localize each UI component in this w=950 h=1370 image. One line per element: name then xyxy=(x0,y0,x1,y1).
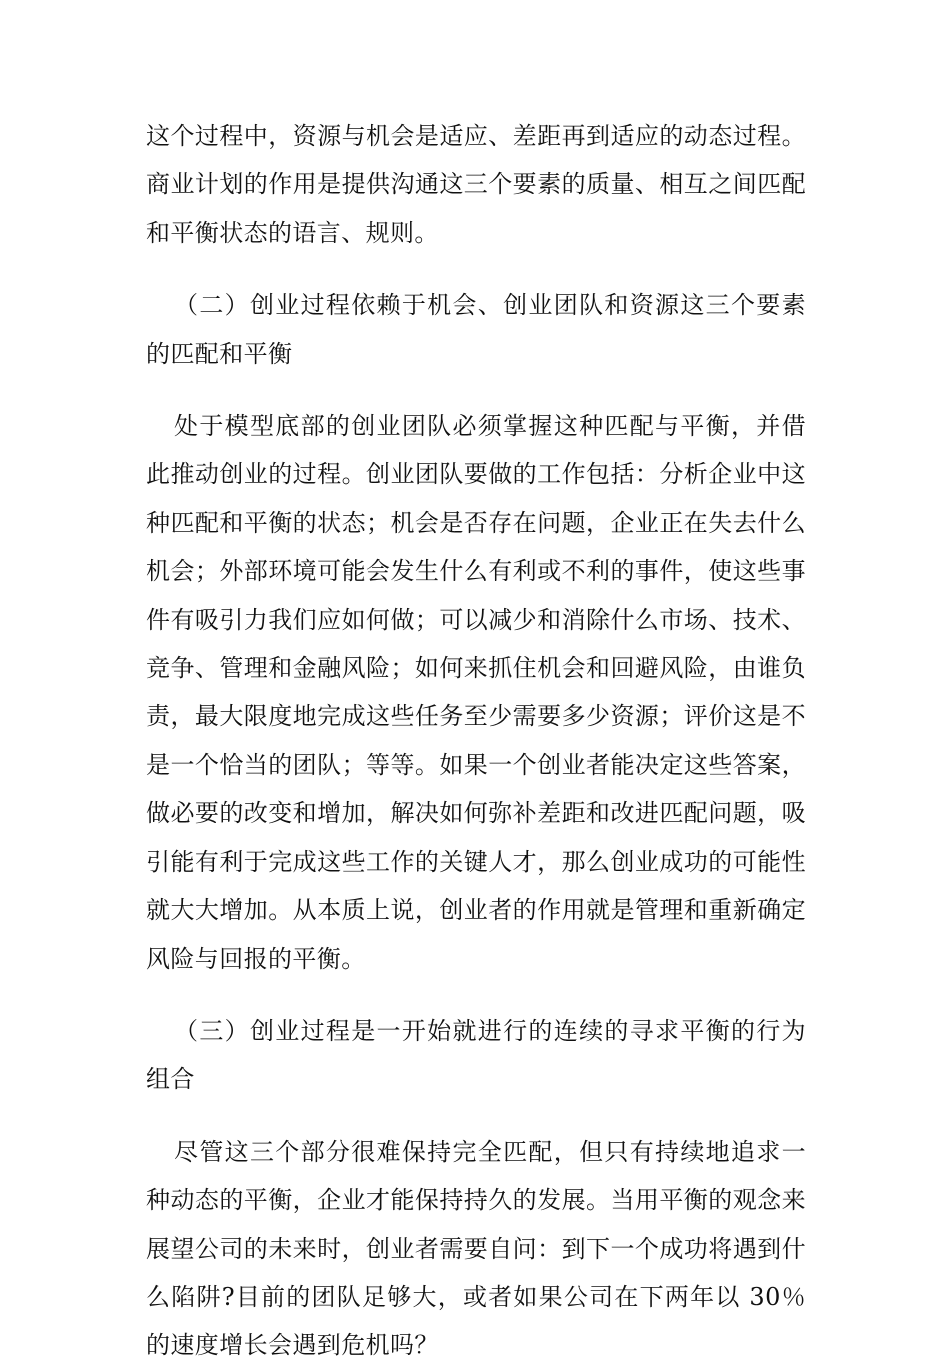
section-heading-three: （三）创业过程是一开始就进行的连续的寻求平衡的行为组合 xyxy=(146,1016,806,1094)
document-body xyxy=(146,112,806,1370)
section-heading-two: （二）创业过程依赖于机会、创业团队和资源这三个要素的匹配和平衡 xyxy=(146,291,806,368)
paragraph-spacer xyxy=(146,1104,806,1128)
paragraph-spacer xyxy=(146,983,806,1007)
paragraph-resources-opportunity: 这个过程中，资源与机会是适应、差距再到适应的动态过程。商业计划的作用是提供沟通这三个要素的质量、相互之间匹配和平衡状态的语言、规则。 xyxy=(146,122,806,247)
paragraph-spacer xyxy=(146,257,806,281)
paragraph-spacer xyxy=(146,378,806,402)
paragraph-dynamic-balance: 尽管这三个部分很难保持完全匹配，但只有持续地追求一种动态的平衡，企业才能保持持久的发展。当用平衡的观念来展望公司的未来时，创业者需要自问：到下一个成功将遇到什么陷阱?目前的团队足够大，或者如果公司在下两年以 30％的速度增长会遇到危机吗？ xyxy=(146,1137,806,1360)
paragraph-team-balance: 处于模型底部的创业团队必须掌握这种匹配与平衡，并借此推动创业的过程。创业团队要做的工作包括：分析企业中这种匹配和平衡的状态；机会是否存在问题，企业正在失去什么机会；外部环境可能会发生什么有利或不利的事件，使这些事件有吸引力我们应如何做；可以减少和消除什么市场、技术、竞争、管理和金融风险；如何来抓住机会和回避风险，由谁负责，最大限度地完成这些任务至少需要多少资源；评价这是不是一个恰当的团队；等等。如果一个创业者能决定这些答案，做必要的改变和增加，解决如何弥补差距和改进匹配问题，吸引能有利于完成这些工作的关键人才，那么创业成功的可能性就大大增加。从本质上说，创业者的作用就是管理和重新确定风险与回报的平衡。 xyxy=(146,412,806,973)
